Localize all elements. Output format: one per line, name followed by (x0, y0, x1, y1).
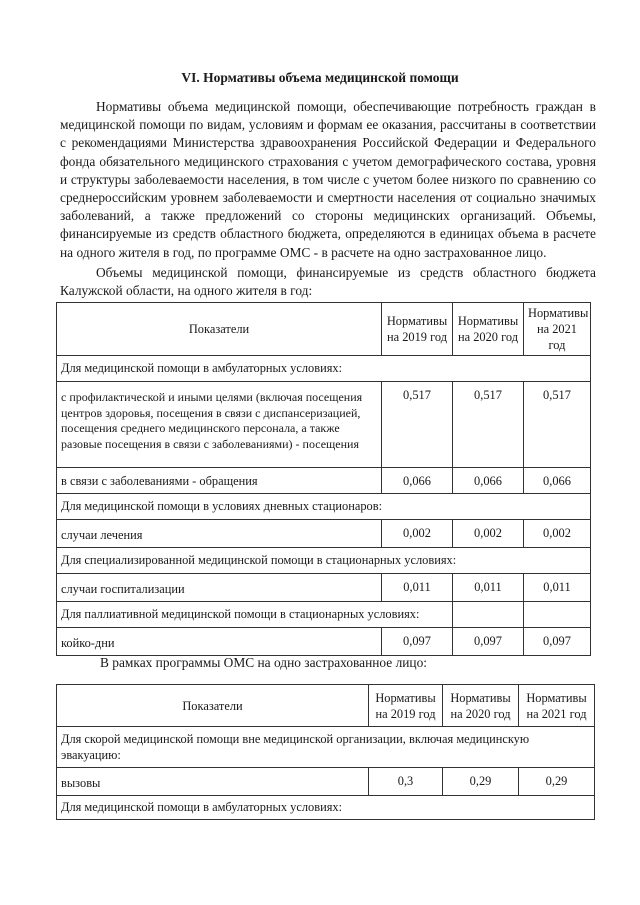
value-2019: 0,011 (382, 574, 453, 602)
value-2020: 0,097 (453, 628, 524, 656)
value-2021: 0,002 (524, 520, 591, 548)
table-row (57, 768, 595, 796)
section-row (57, 356, 591, 382)
value-2019: 0,066 (382, 468, 453, 494)
table-row (57, 520, 591, 548)
section-label: Для медицинской помощи в условиях дневных стационаров: (57, 494, 591, 520)
section-label: Для медицинской помощи в амбулаторных условиях: (57, 356, 591, 382)
value-2021: 0,011 (524, 574, 591, 602)
value-2021: 0,066 (524, 468, 591, 494)
value-2020: 0,011 (453, 574, 524, 602)
intro-paragraph: Нормативы объема медицинской помощи, обеспечивающие потребность граждан в медицинской помощи по видам, условиям и формам ее оказания, рассчитаны в соответствии с рекомендациями Министерства здравоохранения Российской Федерации и Федерального фонда обязательного медицинского страхования с учетом демографического состава, уровня и структуры заболеваемости населения, в том числе с учетом более низкого по сравнению со среднероссийским уровнем заболеваемости и смертности населения от социально значимых заболеваний, а также предложений со стороны медицинских организаций. Объемы, финансируемые из средств областного бюджета, определяются в единицах объема в расчете на одного жителя в год, по программе ОМС - в расчете на одно застрахованное лицо. (60, 99, 596, 260)
table-row (57, 468, 591, 494)
value-2021: 0,517 (524, 382, 591, 468)
row-label: случаи госпитализации (57, 574, 382, 602)
regional-budget-table (56, 302, 591, 656)
empty-cell (453, 602, 524, 628)
section-label: Для специализированной медицинской помощи в стационарных условиях: (57, 548, 591, 574)
header-2021: Нормативы на 2021 год (524, 303, 591, 356)
header-2019: Нормативы на 2019 год (369, 685, 443, 727)
value-2019: 0,517 (382, 382, 453, 468)
section-row (57, 727, 595, 768)
value-2019: 0,097 (382, 628, 453, 656)
value-2020: 0,517 (453, 382, 524, 468)
table-row (57, 628, 591, 656)
section-row (57, 548, 591, 574)
header-2020: Нормативы на 2020 год (443, 685, 519, 727)
value-2019: 0,002 (382, 520, 453, 548)
section-label: Для паллиативной медицинской помощи в стационарных условиях: (57, 602, 453, 628)
row-label: койко-дни (57, 628, 382, 656)
header-indicators: Показатели (57, 303, 382, 356)
table-row (57, 382, 591, 468)
section-row (57, 602, 591, 628)
section-label: Для скорой медицинской помощи вне медицинской организации, включая медицинскую эвакуацию: (57, 727, 595, 768)
header-2021: Нормативы на 2021 год (519, 685, 595, 727)
section-row (57, 796, 595, 820)
oms-table (56, 684, 595, 820)
table-header-row (57, 303, 591, 356)
section-title: VI. Нормативы объема медицинской помощи (181, 70, 459, 85)
value-2020: 0,29 (443, 768, 519, 796)
header-2020: Нормативы на 2020 год (453, 303, 524, 356)
value-2021: 0,097 (524, 628, 591, 656)
value-2020: 0,066 (453, 468, 524, 494)
row-label: с профилактической и иными целями (включая посещения центров здоровья, посещения в связи с диспансеризацией, посещения среднего медицинского персонала, а также разовые посещения в связи с заболеваниями) - посещения (57, 382, 382, 468)
value-2020: 0,002 (453, 520, 524, 548)
value-2019: 0,3 (369, 768, 443, 796)
row-label: вызовы (57, 768, 369, 796)
row-label: случаи лечения (57, 520, 382, 548)
empty-cell (524, 602, 591, 628)
table-header-row (57, 685, 595, 727)
oms-paragraph: В рамках программы ОМС на одно застрахованное лицо: (100, 655, 428, 670)
regional-budget-paragraph: Объемы медицинской помощи, финансируемые из средств областного бюджета Калужской области, на одного жителя в год: (60, 265, 596, 299)
header-2019: Нормативы на 2019 год (382, 303, 453, 356)
section-label: Для медицинской помощи в амбулаторных условиях: (57, 796, 595, 820)
section-row (57, 494, 591, 520)
header-indicators: Показатели (57, 685, 369, 727)
value-2021: 0,29 (519, 768, 595, 796)
table-row (57, 574, 591, 602)
row-label: в связи с заболеваниями - обращения (57, 468, 382, 494)
